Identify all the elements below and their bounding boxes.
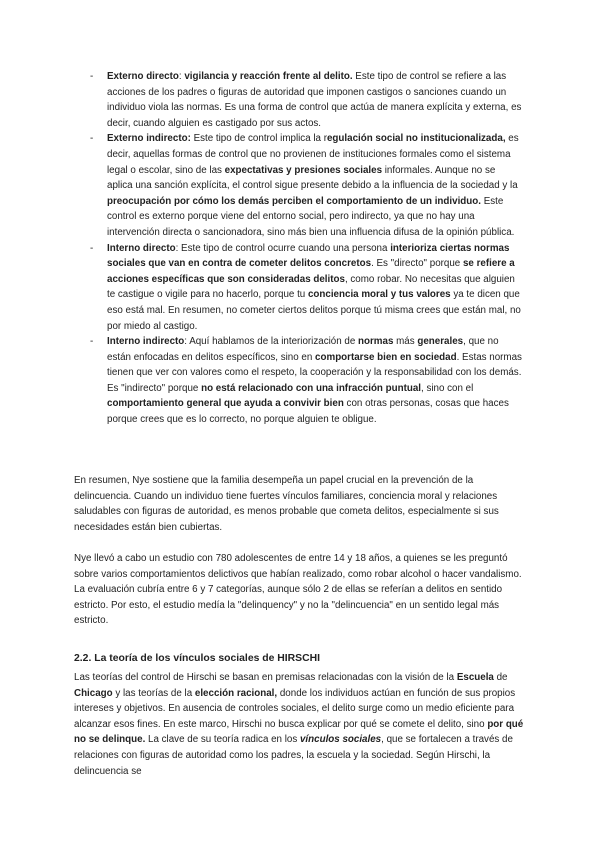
bullet-text: Externo indirecto: Este tipo de control implica la regulación social no institucionalizada, es decir, aquellas formas de control que no provienen de instituciones formales como el sistema legal o escolar, sino de las expectativas y presiones sociales informales. Aunque no se aplica una sanción explícita, el control sigue presente debido a la influencia de la sociedad y la preocupación por cómo los demás perciben el comportamiento de un individuo. Este control es externo porque viene del entorno social, pero indirecto, ya que no hay una intervención directa o sancionadora, sino más bien una influencia difusa de la opinión pública. <box>107 133 519 238</box>
bullet-text: Externo directo: vigilancia y reacción frente al delito. Este tipo de control se refiere a las acciones de los padres o figuras de autoridad que imponen castigos o sanciones cuando un individuo viola las normas. Es una forma de control que actúa de manera explícita y externa, es decir, cuando alguien es castigado por sus actos. <box>107 71 522 129</box>
paragraph-text: Nye llevó a cabo un estudio con 780 adolescentes de entre 14 y 18 años, a quienes se les preguntó sobre varios comportamientos delictivos que habían realizado, como robar alcohol o hacer vandalismo. La evaluación cubría entre 6 y 7 categorías, aunque sólo 2 de ellas se referían a delitos en sentido estricto. Por esto, el estudio medía la "delinquency" y no la "delincuencia" en un sentido legal más estricto. <box>74 553 522 627</box>
bullet-dash: - <box>90 133 94 145</box>
bullet-dash: - <box>90 71 94 82</box>
bullet-item <box>90 131 522 240</box>
bullet-text: Interno indirecto: Aquí hablamos de la interiorización de normas más generales, que no están enfocadas en delitos específicos, sino en comportarse bien en sociedad. Estas normas tienen que ver con valores como el respeto, la cooperación y la responsabilidad con los demás. Es "indirecto" porque no está relacionado con una infracción puntual, sino con el comportamiento general que ayuda a convivir bien con otras personas, cosas que haces porque crees que es lo correcto, no porque alguien te obligue. <box>107 336 522 426</box>
bullet-text: Interno directo: Este tipo de control ocurre cuando una persona interioriza ciertas normas sociales que van en contra de cometer delitos concretos. Es "directo" porque se refiere a acciones específicas que son consideradas delitos, como robar. No necesitas que alguien te castigue o vigile para no hacerlo, porque tu conciencia moral y tus valores ya te dicen que eso está mal. En resumen, no cometer ciertos delitos porque tú misma crees que están mal, no por miedo al castigo. <box>107 242 521 332</box>
paragraph-text: En resumen, Nye sostiene que la familia desempeña un papel crucial en la prevención de la delincuencia. Cuando un individuo tiene fuertes vínculos familiares, conciencia moral y relaciones saludables con figuras de autoridad, es menos probable que cometa delitos, especialmente si sus necesidades están bien cubiertas. <box>74 475 499 533</box>
section-paragraph <box>74 670 526 779</box>
bullet-item <box>90 334 522 428</box>
paragraph-text: Las teorías del control de Hirschi se basan en premisas relacionadas con la visión de la Escuela de Chicago y las teorías de la elección racional, donde los individuos actúan en función de sus propios intereses y objetivos. En ausencia de controles sociales, el delito surge como un medio eficiente para alcanzar esos fines. En este marco, Hirschi no busca explicar por qué se comete el delito, sino por qué no se delinque. La clave de su teoría radica en los vínculos sociales, que se fortalecen a través de relaciones con figuras de autoridad como los padres, la escuela y la sociedad. Según Hirschi, la delincuencia se <box>74 672 524 777</box>
summary-paragraph <box>74 473 526 535</box>
bullet-dash: - <box>90 336 94 348</box>
bullet-dash: - <box>90 242 94 254</box>
bullet-item <box>90 241 522 335</box>
study-paragraph <box>74 551 526 629</box>
bullet-list <box>90 69 522 428</box>
bullet-item <box>90 69 522 131</box>
section-heading: 2.2. La teoría de los vínculos sociales de HIRSCHI <box>74 653 320 664</box>
